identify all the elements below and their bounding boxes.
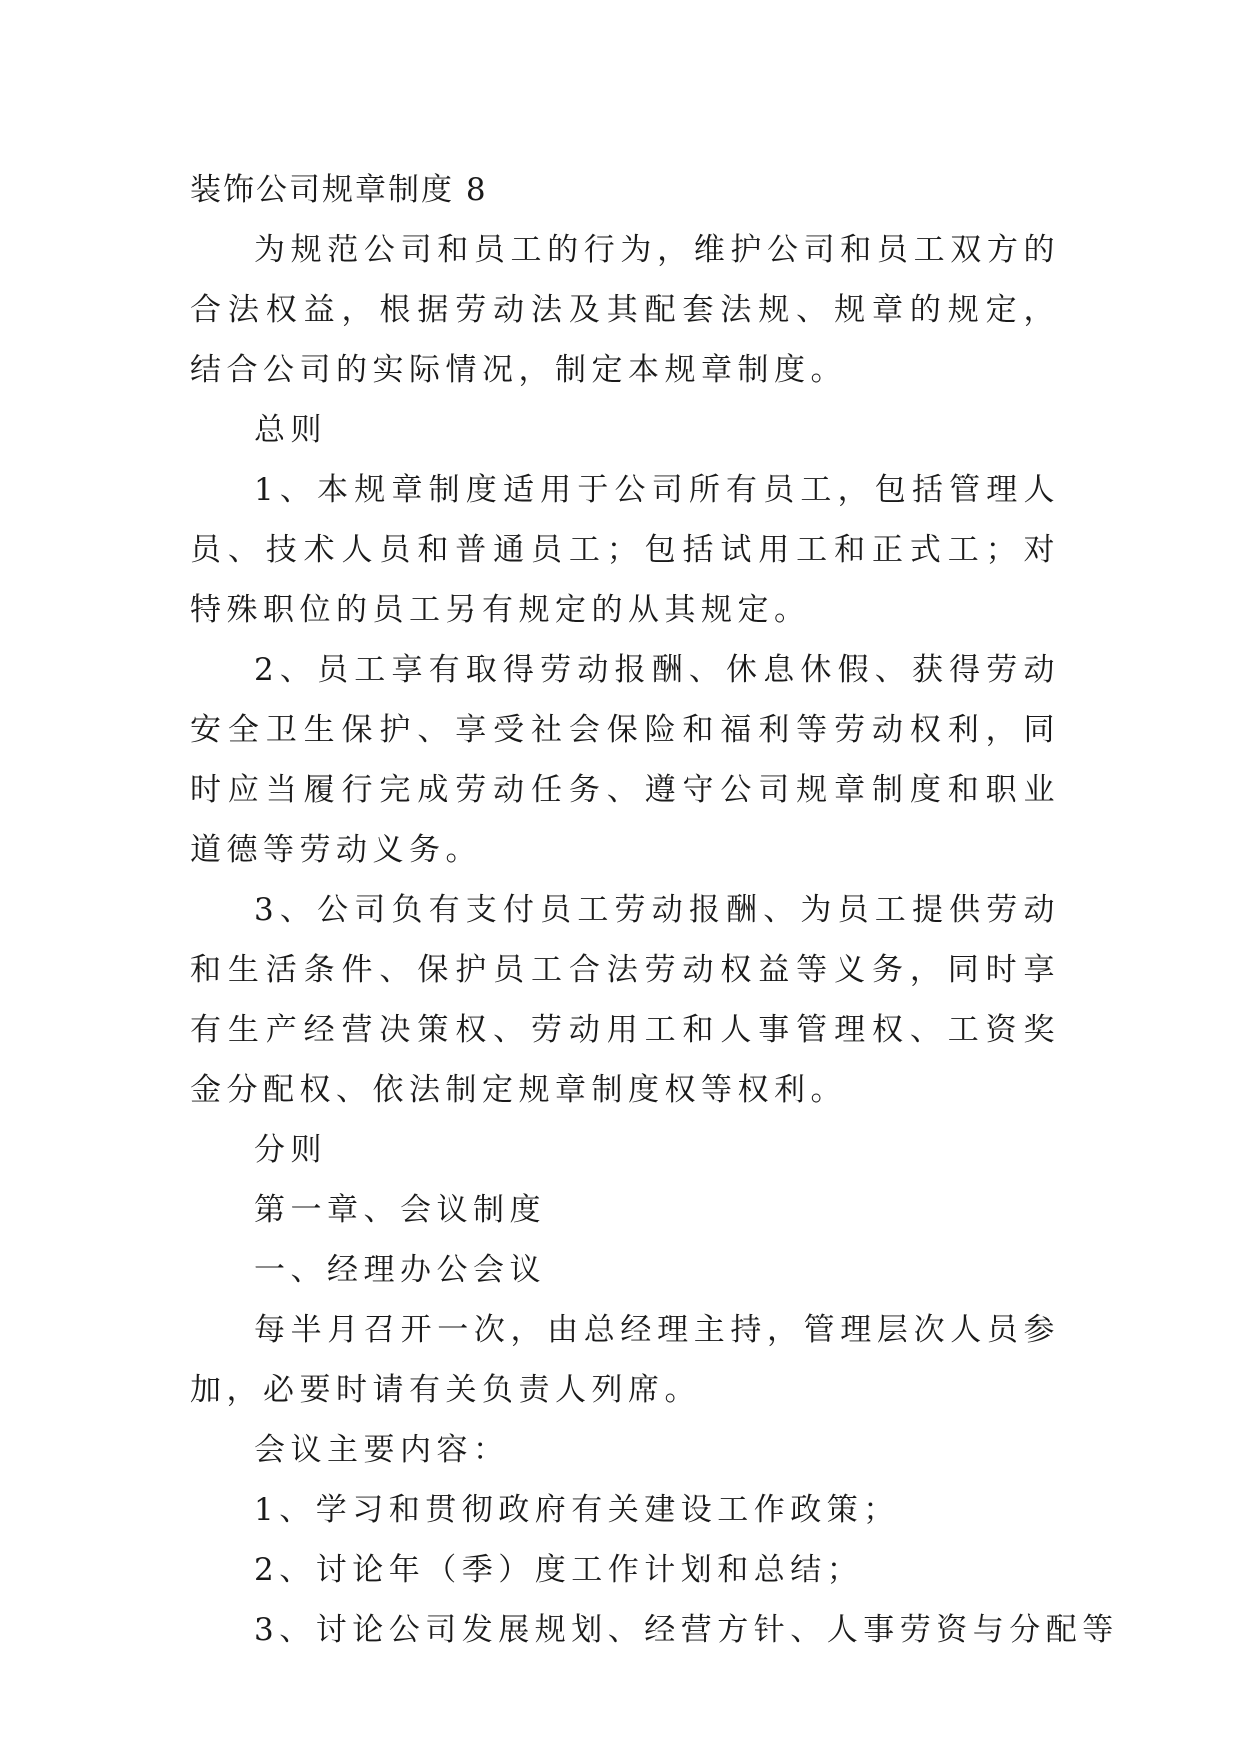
subsection-heading-1: 一、经理办公会议 bbox=[254, 1252, 546, 1288]
chapter-heading-1: 第一章、会议制度 bbox=[254, 1192, 546, 1228]
document-title: 装饰公司规章制度 8 bbox=[190, 172, 488, 208]
document-page bbox=[190, 160, 1119, 1660]
general-clause-3: 3、公司负有支付员工劳动报酬、为员工提供劳动和生活条件、保护员工合法劳动权益等义务，同时享有生产经营决策权、劳动用工和人事管理权、工资奖金分配权、依法制定规章制度权等权利。 bbox=[190, 892, 1060, 1108]
section-heading-general: 总则 bbox=[254, 412, 327, 448]
general-clause-2: 2、员工享有取得劳动报酬、休息休假、获得劳动安全卫生保护、享受社会保险和福利等劳动权利，同时应当履行完成劳动任务、遵守公司规章制度和职业道德等劳动义务。 bbox=[190, 652, 1060, 868]
intro-paragraph: 为规范公司和员工的行为，维护公司和员工双方的合法权益，根据劳动法及其配套法规、规章的规定，结合公司的实际情况，制定本规章制度。 bbox=[190, 232, 1060, 388]
meeting-content-item-1: 1、学习和贯彻政府有关建设工作政策； bbox=[254, 1492, 900, 1528]
general-clause-1: 1、本规章制度适用于公司所有员工，包括管理人员、技术人员和普通员工；包括试用工和正式工；对特殊职位的员工另有规定的从其规定。 bbox=[190, 472, 1060, 628]
meeting-content-item-2: 2、讨论年（季）度工作计划和总结； bbox=[254, 1552, 864, 1588]
meeting-schedule-paragraph: 每半月召开一次，由总经理主持，管理层次人员参加，必要时请有关负责人列席。 bbox=[190, 1312, 1060, 1408]
meeting-content-heading: 会议主要内容： bbox=[254, 1432, 510, 1468]
meeting-content-item-3: 3、讨论公司发展规划、经营方针、人事劳资与分配等 bbox=[254, 1612, 1119, 1648]
section-heading-detailed: 分则 bbox=[254, 1132, 327, 1168]
